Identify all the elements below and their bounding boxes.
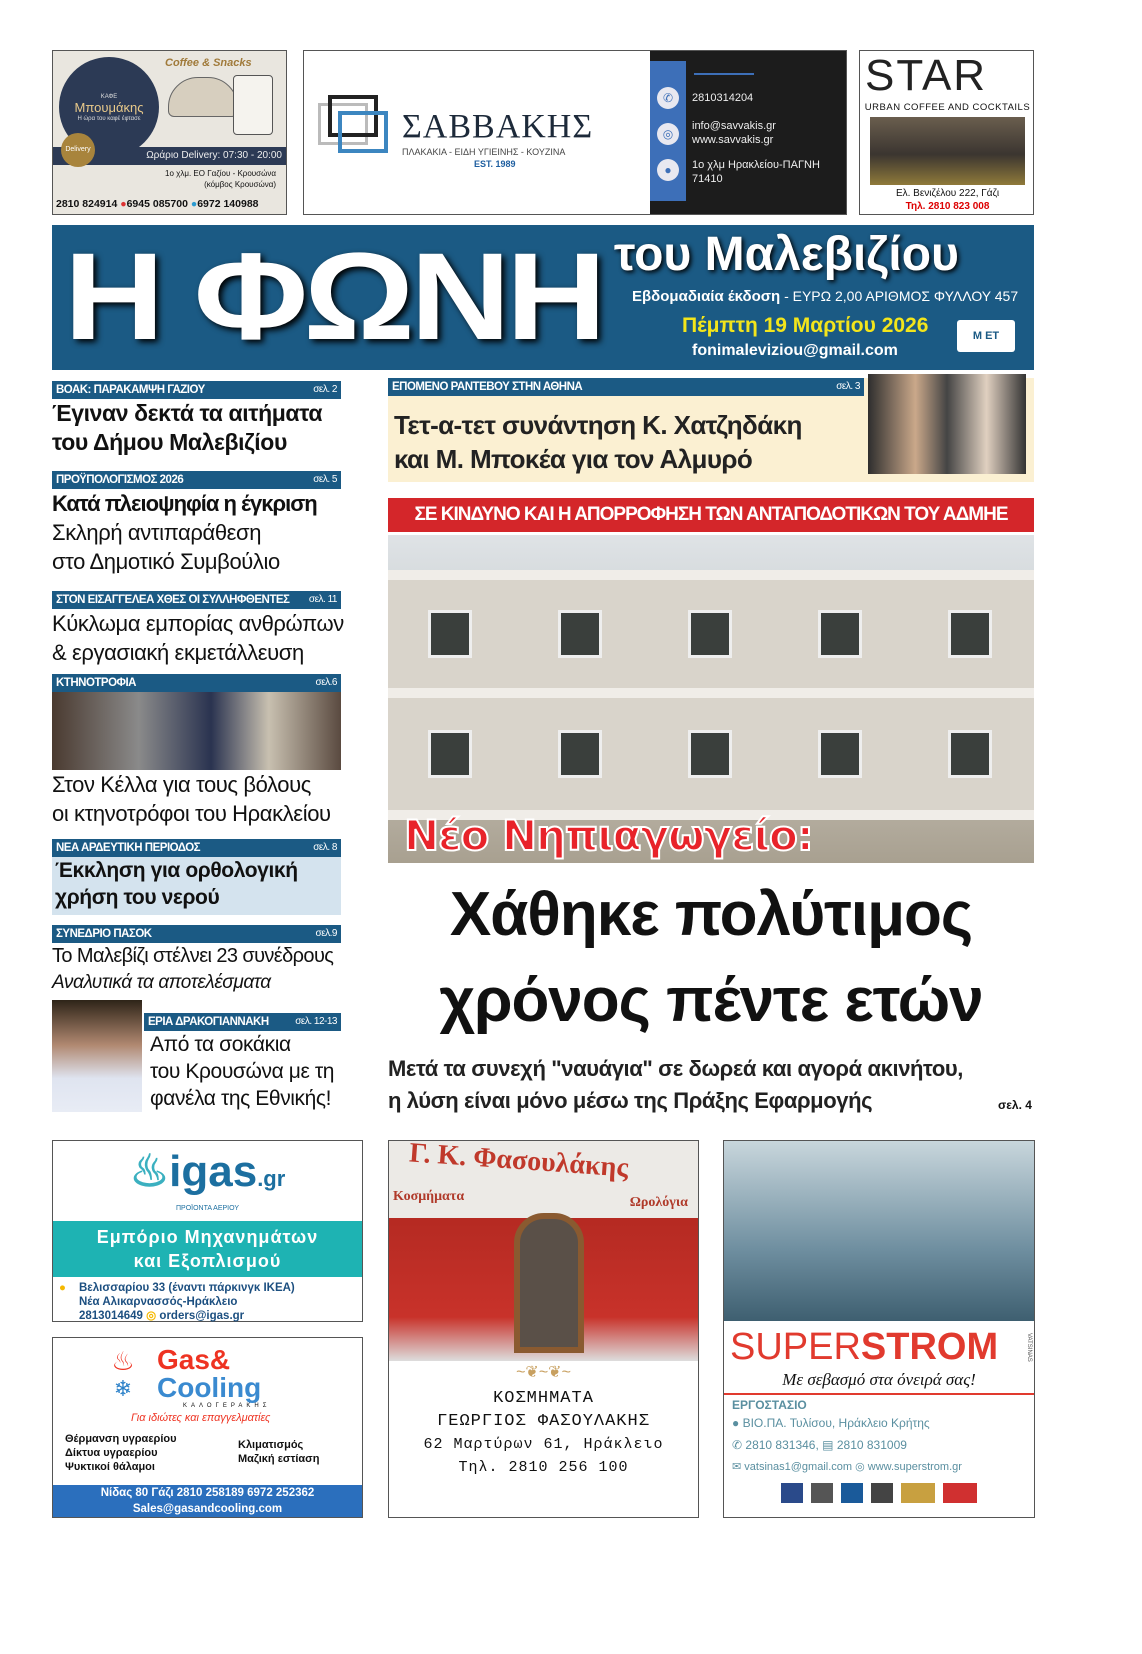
ad-est: EST. 1989: [474, 159, 516, 169]
cafe-photo: [870, 117, 1025, 185]
story-headline: Τετ-α-τετ συνάντηση Κ. Χατζηδάκη και Μ. Μποκέα για τον Αλμυρό: [394, 410, 802, 474]
story-headline: Κύκλωμα εμπορίας ανθρώπων: [52, 611, 344, 636]
ad-address: 1ο χλμ. ΕΟ Γαζίου - Κρουσώνα (κόμβος Κρουσώνα): [165, 169, 276, 189]
story-kicker: ΠΡΟΫΠΟΛΟΓΙΣΜΟΣ 2026 σελ. 5: [52, 471, 341, 489]
ad-star-coffee[interactable]: [859, 50, 1034, 215]
logo-square-blue: [338, 111, 388, 153]
story-headline: του Δήμου Μαλεβιζίου: [52, 429, 287, 455]
story-kicker: ΣΥΝΕΔΡΙΟ ΠΑΣΟΚ σελ.9: [52, 925, 341, 943]
location-pin-icon: ●: [59, 1282, 66, 1294]
story-kicker: ΕΡΙΑ ΔΡΑΚΟΓΙΑΝΝΑΚΗ σελ. 12-13: [144, 1013, 341, 1031]
building: [388, 570, 1034, 820]
story-headline: Στον Κέλλα για τους βόλους: [52, 772, 311, 797]
ad-phone: Τηλ. 2810 823 008: [905, 201, 990, 212]
story-headline: Το Μαλεβίζι στέλνει 23 συνέδρους: [52, 945, 334, 967]
shop-photo: Γ. Κ. Φασουλάκης Κοσμήματα Ωρολόγια: [389, 1141, 698, 1361]
story-kicker: ΝΕΑ ΑΡΔΕΥΤΙΚΗ ΠΕΡΙΟΔΟΣ σελ. 8: [52, 839, 341, 857]
masthead: [52, 225, 1034, 370]
ad-brand: STAR: [865, 51, 988, 100]
ad-coffee-boumakis[interactable]: [52, 50, 287, 215]
ad-fasoulakis[interactable]: [388, 1137, 699, 1518]
story-headline: Έκκληση για ορθολογική: [55, 859, 298, 882]
lead-headline[interactable]: Χάθηκε πολύτιμος χρόνος πέντε ετών: [439, 880, 983, 1035]
ad-subtitle: URBAN COFFEE AND COCKTAILS: [864, 102, 1031, 113]
shop-door: [514, 1213, 584, 1353]
ss-contact: ΕΡΓΟΣΤΑΣΙΟ ● ΒΙΟ.ΠΑ. Τυλίσου, Ηράκλειο Κρήτης ✆ 2810 831346, ▤ 2810 831009 ✉ vatsinas1@gmail.com ◎ www.superstrom.gr: [732, 1398, 962, 1473]
story-kicker: ΒΟΑΚ: ΠΑΡΑΚΑΜΨΗ ΓΑΖΙΟΥ σελ. 2: [52, 381, 341, 399]
top-story[interactable]: [388, 378, 1034, 482]
story-headline: χρήση του νερού: [55, 886, 220, 909]
phone-icon: ✆: [657, 87, 679, 109]
ornament: ~❦~❦~: [516, 1364, 571, 1381]
ss-logo: SUPERSTROM VATSINAS: [730, 1326, 1032, 1368]
story-headline: φανέλα της Εθνικής!: [150, 1087, 332, 1110]
story-headline: οι κτηνοτρόφοι του Ηρακλείου: [52, 801, 331, 826]
ad-superstrom[interactable]: [723, 1140, 1035, 1518]
flame-snowflake-icon: ♨ ❄: [111, 1346, 135, 1401]
newspaper-title: Η ΦΩΝΗ: [64, 228, 602, 366]
story-kicker: ΚΤΗΝΟΤΡΟΦΙΑ σελ.6: [52, 674, 341, 692]
meeting-photo: [52, 692, 341, 770]
ad-igas[interactable]: ♨igas.gr ΠΡΟΪΟΝΤΑ ΑΕΡΙΟΥ Εμπόριο Μηχανημάτων και Εξοπλισμού ● Βελισσαρίου 33 (έναντι πάρκινγκ ΙΚΕΑ) Νέα Αλικαρνασσός-Ηράκλειο 2813014649 ◎ orders@igas.gr: [52, 1140, 363, 1322]
ad-address: Ελ. Βενιζέλου 222, Γάζι: [895, 188, 1000, 199]
fax-icon: ▤: [822, 1438, 834, 1452]
ad-phones: 2810 824914 ●6945 085700 ●6972 140988: [56, 198, 259, 210]
igas-contact: ● Βελισσαρίου 33 (έναντι πάρκινγκ ΙΚΕΑ) Νέα Αλικαρνασσός-Ηράκλειο 2813014649 ◎ orders@igas.gr: [59, 1282, 295, 1322]
location-pin-icon: ●: [732, 1416, 740, 1430]
edition-info: Εβδομαδιαία έκδοση - ΕΥΡΩ 2,00 ΑΡΙΘΜΟΣ ΦΥΛΛΟΥ 457: [632, 288, 1019, 305]
globe-icon: ◎: [657, 123, 679, 145]
mattress-photo: [724, 1141, 1034, 1321]
lead-page-ref: σελ. 4: [998, 1098, 1032, 1112]
newspaper-subtitle: του Μαλεβιζίου: [614, 228, 959, 281]
gc-logo: Gas& Cooling: [157, 1344, 262, 1403]
story-boak[interactable]: [52, 381, 341, 457]
fas-text: ΚΟΣΜΗΜΑΤΑ ΓΕΩΡΓΙΟΣ ΦΑΣΟΥΛΑΚΗΣ 62 Μαρτύρων 61, Ηράκλειο Τηλ. 2810 256 100: [423, 1389, 664, 1476]
certification-logos: [724, 1481, 1034, 1503]
globe-icon: ◎: [146, 1310, 157, 1322]
story-subheadline: Σκληρή αντιπαράθεση: [52, 520, 262, 545]
story-subheadline: Αναλυτικά τα αποτελέσματα: [52, 972, 271, 993]
ad-gas-cooling[interactable]: ♨ ❄ Gas& Cooling ΚΑΛΟΓΕΡΑΚΗΣ Για ιδιώτες και επαγγελματίες Θέρμανση υγραερίου Δίκτυα υγραερίου Ψυκτικοί θάλαμοι Κλιματισμός Μαζική εστίαση Νίδας 80 Γάζι 2810 258189 6972 252362 Sales@gasandcooling.com: [52, 1337, 363, 1518]
story-headline: του Κρουσώνα με τη: [150, 1060, 335, 1083]
gc-services-left: Θέρμανση υγραερίου Δίκτυα υγραερίου Ψυκτικοί θάλαμοι: [65, 1433, 177, 1473]
coffee-logo: ΚΑΦΕ Μπουμάκης Η ώρα του καφέ έφτασε: [59, 57, 159, 157]
issue-date: Πέμπτη 19 Μαρτίου 2026: [682, 314, 929, 337]
viber-icon: ●: [190, 198, 198, 210]
lead-subheadline: Μετά τα συνεχή "ναυάγια" σε δωρεά και αγορά ακινήτου, η λύση είναι μόνο μέσω της Πράξης Εφαρμογής: [388, 1056, 964, 1113]
ad-address: 1ο χλμ Ηρακλείου-ΠΑΓΝΗ 71410: [692, 159, 820, 185]
met-badge: Μ ΕΤ: [957, 320, 1015, 352]
ad-savvakis[interactable]: [303, 50, 847, 215]
location-pin-icon: ●: [657, 159, 679, 181]
ad-title: Coffee & Snacks: [165, 57, 252, 69]
story-subheadline: στο Δημοτικό Συμβούλιο: [52, 549, 280, 574]
story-budget[interactable]: [52, 471, 341, 576]
phone-icon: ●: [120, 198, 127, 210]
igas-logo: ♨igas.gr: [129, 1147, 286, 1196]
coffee-cup-image: [233, 75, 273, 135]
story-kicker: ΣΤΟΝ ΕΙΣΑΓΓΕΛΕΑ ΧΘΕΣ ΟΙ ΣΥΛΛΗΦΘΕΝΤΕΣ σελ. 11: [52, 591, 341, 609]
politicians-photo: [868, 374, 1026, 474]
delivery-badge: Delivery: [61, 133, 95, 167]
gc-services-right: Κλιματισμός Μαζική εστίαση: [238, 1439, 320, 1465]
globe-icon: ◎: [855, 1461, 865, 1473]
story-pasok[interactable]: [52, 925, 341, 996]
divider: [694, 73, 754, 75]
story-headline: Κατά πλειοψηφία η έγκριση: [52, 491, 317, 516]
mail-icon: ✉: [732, 1461, 742, 1473]
photo-overlay-title: Νέο Νηπιαγωγείο:: [404, 811, 813, 860]
story-irrigation[interactable]: [52, 839, 341, 915]
ad-brand: ΣΑΒΒΑΚΗΣ: [402, 108, 594, 145]
kindergarten-photo: [388, 535, 1034, 863]
gc-contact-bar: Νίδας 80 Γάζι 2810 258189 6972 252362 Sales@gasandcooling.com: [53, 1485, 362, 1517]
story-headline: Από τα σοκάκια: [150, 1033, 291, 1056]
contact-email[interactable]: fonimaleviziou@gmail.com: [692, 342, 898, 359]
story-headline: Έγιναν δεκτά τα αιτήματα: [52, 400, 323, 426]
story-trafficking[interactable]: [52, 591, 344, 667]
story-eria[interactable]: [52, 1000, 341, 1112]
lead-banner: ΣΕ ΚΙΝΔΥΝΟ ΚΑΙ Η ΑΠΟΡΡΟΦΗΣΗ ΤΩΝ ΑΝΤΑΠΟΔΟΤΙΚΩΝ ΤΟΥ ΑΔΜΗΕ: [388, 498, 1034, 532]
sandwich-image: [168, 77, 238, 117]
flame-icon: ♨: [129, 1147, 170, 1196]
story-kicker: ΕΠΟΜΕΝΟ ΡΑΝΤΕΒΟΥ ΣΤΗΝ ΑΘΗΝΑ σελ. 3: [388, 378, 864, 396]
igas-title: Εμπόριο Μηχανημάτων και Εξοπλισμού: [53, 1221, 362, 1277]
ad-phone: 2810314204: [692, 92, 754, 104]
phone-icon: ✆: [732, 1438, 743, 1452]
ad-subtitle: ΠΛΑΚΑΚΙΑ - ΕΙΔΗ ΥΓΙΕΙΝΗΣ - ΚΟΥΖΙΝΑ: [402, 147, 566, 157]
player-photo: [52, 1000, 142, 1112]
ss-slogan: Με σεβασμό στα όνειρά σας!: [724, 1369, 1034, 1395]
story-headline: & εργασιακή εκμετάλλευση: [52, 640, 304, 665]
delivery-hours: Ωράριο Delivery: 07:30 - 20:00: [53, 147, 287, 165]
story-livestock[interactable]: [52, 674, 341, 828]
ad-web: info@savvakis.gr www.savvakis.gr: [692, 120, 776, 146]
